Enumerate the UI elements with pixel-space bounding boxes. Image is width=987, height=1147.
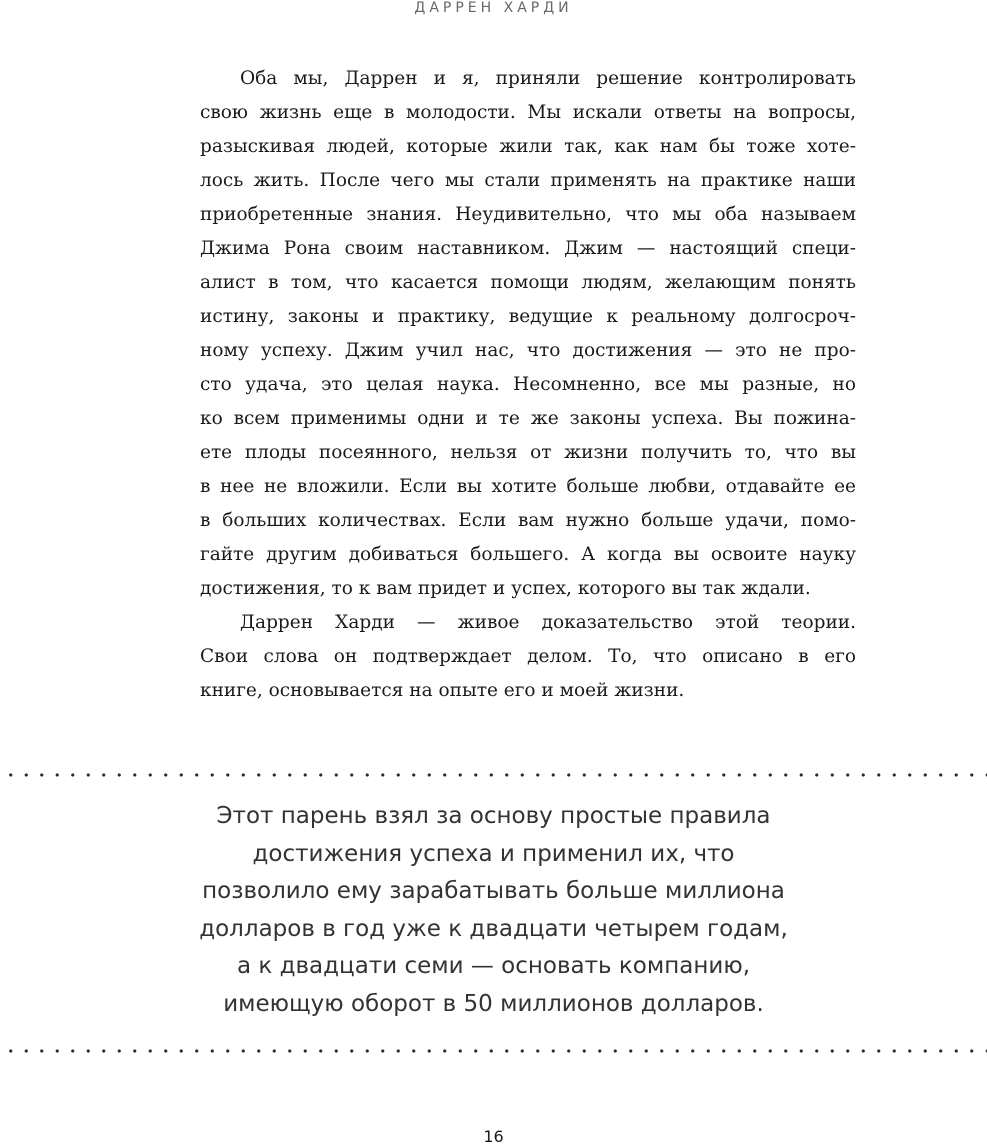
paragraph-1-line: лось жить. После чего мы стали применять на практике наши xyxy=(200,170,856,191)
paragraph-1-line: свою жизнь еще в молодости. Мы искали ответы на вопросы, xyxy=(200,102,856,123)
pull-quote-line: Этот парень взял за основу простые правила xyxy=(216,803,771,829)
pull-quote-line: а к двадцати семи — основать компанию, xyxy=(236,953,751,979)
page-number: 16 xyxy=(483,1127,504,1146)
paragraph-1-line: Оба мы, Даррен и я, приняли решение контролировать xyxy=(240,68,856,89)
paragraph-1-line: сто удача, это целая наука. Несомненно, все мы разные, но xyxy=(200,374,856,395)
running-header: ДАРРЕН ХАРДИ xyxy=(414,0,573,16)
pull-quote-line: позволило ему зарабатывать больше миллиона xyxy=(202,878,785,904)
paragraph-1-line: ному успеху. Джим учил нас, что достижения — это не про- xyxy=(200,340,856,361)
body-text xyxy=(200,62,856,708)
paragraph-1-line: ете плоды посеянного, нельзя от жизни получить то, что вы xyxy=(200,442,856,463)
paragraph-1-line: в больших количествах. Если вам нужно больше удачи, помо- xyxy=(200,510,856,531)
paragraph-1-line: приобретенные знания. Неудивительно, что мы оба называем xyxy=(200,204,856,225)
paragraph-1-line: разыскивая людей, которые жили так, как нам бы тоже хоте- xyxy=(200,136,856,157)
paragraph-2-line: Даррен Харди — живое доказательство этой теории. xyxy=(240,612,856,633)
paragraph-1-line: гайте другим добиваться большего. А когда вы освоите науку xyxy=(200,544,856,565)
paragraph-2-line: Свои слова он подтверждает делом. То, что описано в его xyxy=(200,646,856,667)
paragraph-2-line: книге, основывается на опыте его и моей жизни. xyxy=(200,680,685,701)
pull-quote-line: имеющую оборот в 50 миллионов долларов. xyxy=(223,990,764,1017)
pull-quote-line: достижения успеха и применил их, что xyxy=(252,840,735,867)
paragraph-1-line: Джима Рона своим наставником. Джим — настоящий специ- xyxy=(200,238,856,259)
paragraph-1-line: истину, законы и практику, ведущие к реальному долгосроч- xyxy=(200,306,856,327)
pull-quote-line: долларов в год уже к двадцати четырем годам, xyxy=(199,915,788,942)
pull-quote xyxy=(120,798,867,1023)
paragraph-1-line: в нее не вложили. Если вы хотите больше любви, отдавайте ее xyxy=(200,476,856,497)
paragraph-1-line: ко всем применимы одни и те же законы успеха. Вы пожина- xyxy=(200,408,856,429)
paragraph-1-line: алист в том, что касается помощи людям, желающим понять xyxy=(200,272,856,293)
dotted-divider-top xyxy=(0,773,987,777)
paragraph-1-line: достижения, то к вам придет и успех, которого вы так ждали. xyxy=(200,578,811,599)
dotted-divider-bottom xyxy=(0,1049,987,1053)
